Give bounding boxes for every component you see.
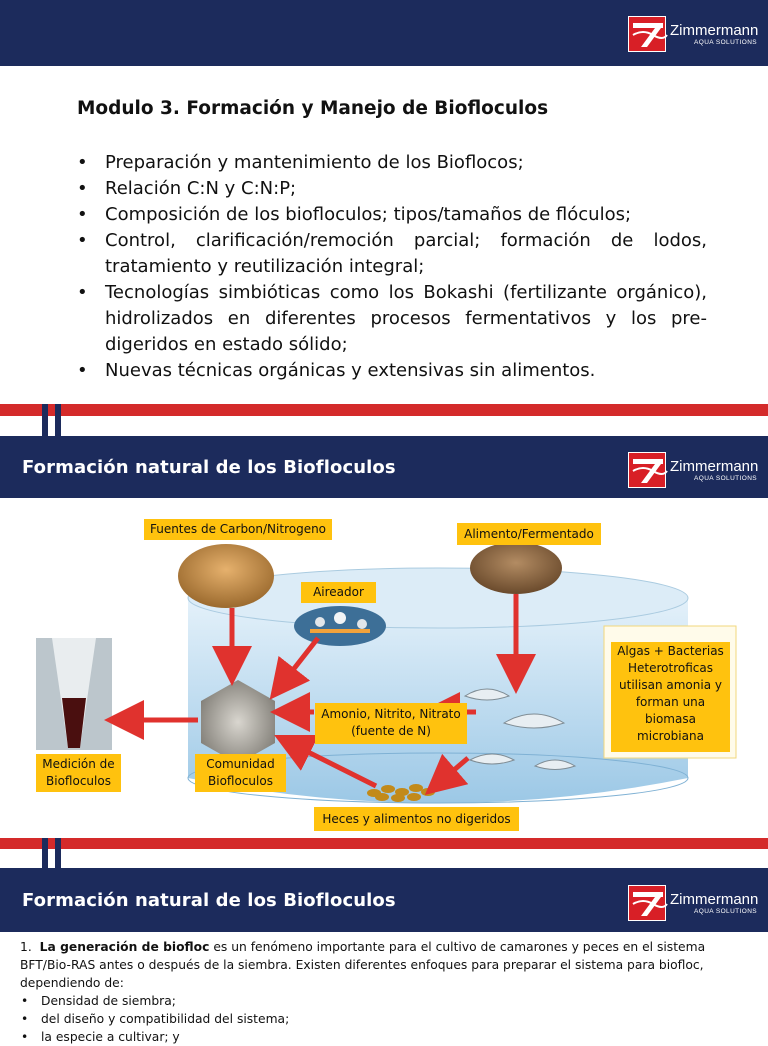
label-algae-bacteria (611, 642, 730, 752)
module-topics-list (77, 150, 707, 384)
zimmermann-emblem-icon (628, 16, 666, 52)
zimmermann-logo (628, 876, 768, 928)
slide3-body (20, 938, 750, 1046)
slide1-header (0, 0, 768, 66)
intro-bold: La generación de biofloc (39, 940, 210, 954)
factor-item: • del diseño y compatibilidad del sistema; (20, 1010, 750, 1028)
intro-rest: es un fenómeno importante para el cultivo de camarones y peces en el sistema BFT/Bio-RAS antes o después de la siembra. Existen diferentes enfoques para preparar el sistema para biofloc, dependiendo de: (20, 940, 706, 990)
label-measurement (36, 754, 121, 792)
topic-item: • Control, clarificación/remoción parcial; formación de lodos, tratamiento y reutilización integral; (77, 228, 707, 280)
factor-item: • la especie a cultivar; y (20, 1028, 750, 1046)
aerator-image (294, 606, 386, 646)
label-nitrogen-source (315, 703, 467, 744)
nitrogen-line: (fuente de N) (351, 724, 431, 738)
label-carbon-sources: Fuentes de Carbon/Nitrogeno (144, 519, 332, 540)
label-feed: Alimento/Fermentado (457, 523, 601, 545)
slide3-title: Formación natural de los Biofloculos (22, 890, 396, 911)
label-community (195, 754, 286, 792)
community-line: Comunidad (206, 757, 275, 771)
slide-separator (0, 404, 768, 436)
slide3-header (0, 868, 768, 932)
slide2-header (0, 436, 768, 498)
feed-pile (470, 542, 562, 594)
slide2-title: Formación natural de los Biofloculos (22, 457, 396, 478)
logo-name: Zimmermann (670, 458, 759, 475)
topic-item: • Tecnologías simbióticas como los Bokashi (fertilizante orgánico), hidrolizados en diferentes procesos fermentativos y los pre-digeridos en estado sólido; (77, 280, 707, 358)
slide-separator (0, 838, 768, 868)
zimmermann-logo (628, 443, 768, 495)
community-line: Biofloculos (208, 774, 273, 788)
logo-tagline: AQUA SOLUTIONS (694, 908, 758, 915)
logo-tagline: AQUA SOLUTIONS (694, 475, 758, 482)
zimmermann-emblem-icon (628, 885, 666, 921)
topic-item: • Relación C:N y C:N:P; (77, 176, 707, 202)
label-aerator: Aireador (301, 582, 376, 603)
algae-line: Heterotroficas (628, 661, 713, 675)
topic-item: • Composición de los biofloculos; tipos/tamaños de flóculos; (77, 202, 707, 228)
factor-item: • Densidad de siembra; (20, 992, 750, 1010)
intro-paragraph (20, 938, 750, 992)
imhoff-cone-image (36, 638, 112, 750)
zimmermann-logo (628, 7, 768, 59)
algae-line: forman una (635, 695, 706, 709)
nitrogen-line: Amonio, Nitrito, Nitrato (321, 707, 461, 721)
topic-item: • Preparación y mantenimiento de los Bioflocos; (77, 150, 707, 176)
logo-name: Zimmermann (670, 22, 759, 39)
measurement-line: Biofloculos (46, 774, 111, 788)
algae-line: microbiana (637, 729, 704, 743)
factor-list (20, 992, 750, 1046)
intro-number: 1. (20, 940, 32, 954)
module-heading: Modulo 3. Formación y Manejo de Biofloculos (77, 98, 549, 119)
zimmermann-emblem-icon (628, 452, 666, 488)
measurement-line: Medición de (42, 757, 115, 771)
logo-tagline: AQUA SOLUTIONS (694, 39, 758, 46)
topic-item: • Nuevas técnicas orgánicas y extensivas sin alimentos. (77, 358, 707, 384)
logo-name: Zimmermann (670, 891, 759, 908)
algae-line: utilisan amonia y (619, 678, 722, 692)
algae-line: biomasa (645, 712, 696, 726)
algae-line: Algas + Bacterias (617, 644, 724, 658)
label-feces: Heces y alimentos no digeridos (314, 807, 519, 831)
carbon-source-pile (178, 544, 274, 608)
